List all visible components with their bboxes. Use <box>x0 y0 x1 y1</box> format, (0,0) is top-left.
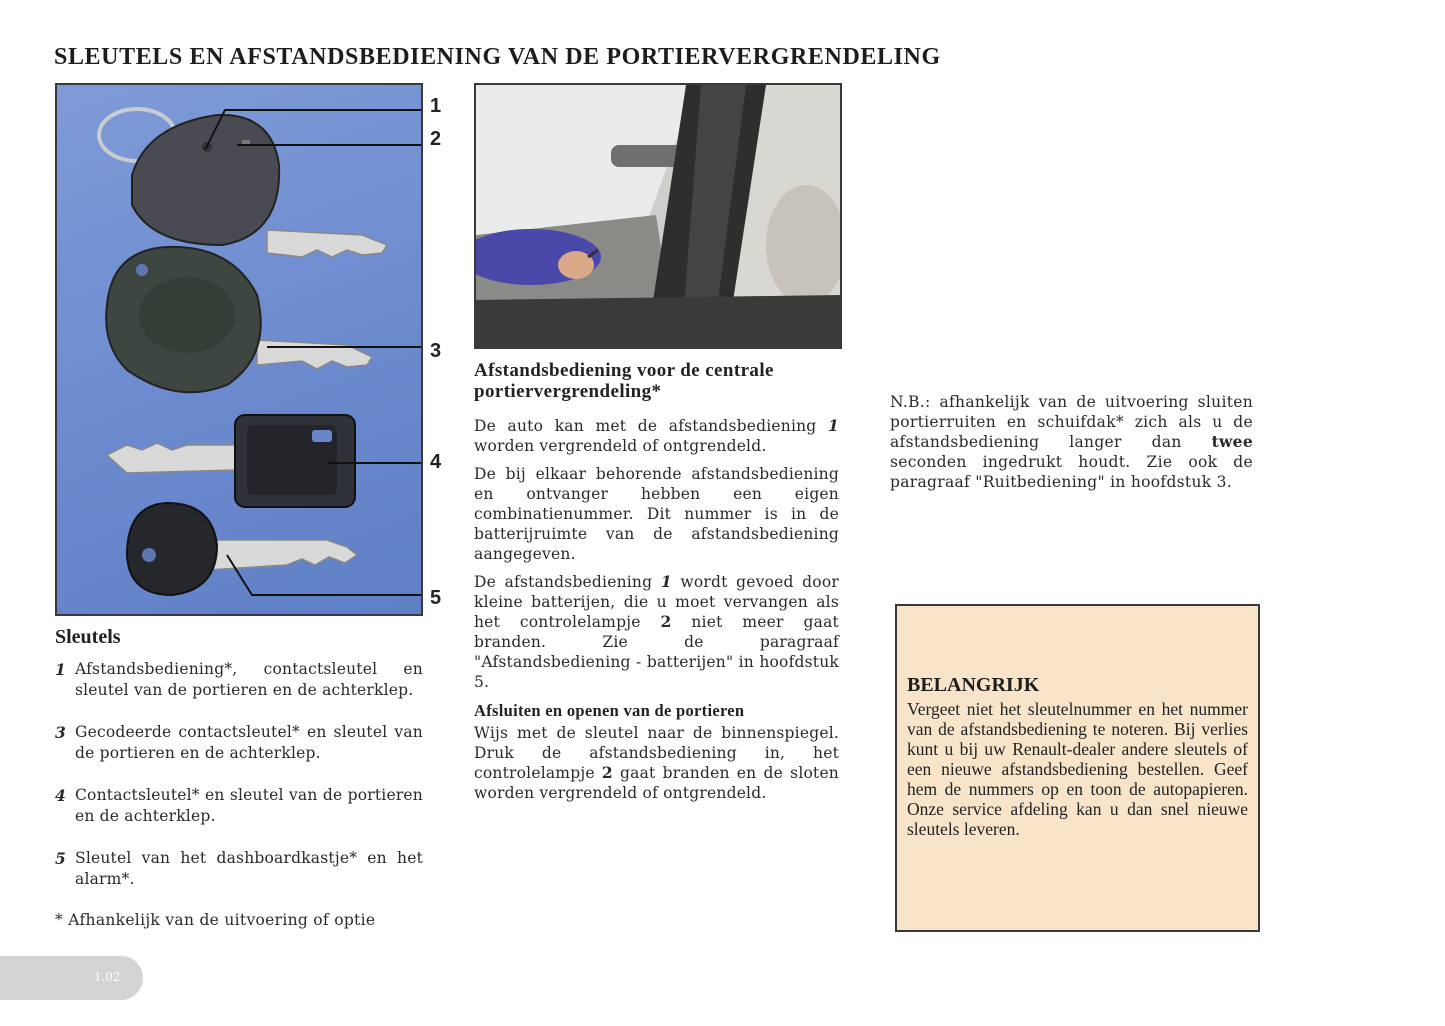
keys-heading: Sleutels <box>55 626 121 648</box>
callout-4: 4 <box>430 451 442 473</box>
paragraph: De afstandsbediening 1 wordt gevoed door kleine batterijen, die u moet vervangen als het controlelampje 2 niet meer gaat branden. Zie de paragraaf "Afstandsbediening - batterijen" in hoofdstuk 5. <box>474 572 839 691</box>
important-text: Vergeet niet het sleutelnummer en het nummer van de afstandsbediening te noteren. Bij verlies kunt u bij uw Renault-dealer andere sleutels of een nieuwe afstandsbediening bestellen. Geef hem de nummers op en toon de autopapieren. Onze service afdeling kan u dan snel nieuwe sleutels leveren. <box>907 699 1248 839</box>
important-title: BELANGRIJK <box>907 674 1040 696</box>
page-title: SLEUTELS EN AFSTANDSBEDIENING VAN DE PORTIERVERGRENDELING <box>54 44 941 70</box>
keys-photo <box>55 83 423 616</box>
remote-heading: Afstandsbediening voor de centrale portiervergrendeling* <box>474 360 774 402</box>
callout-3: 3 <box>430 340 442 362</box>
footnote: * Afhankelijk van de uitvoering of optie <box>55 911 376 929</box>
nb-note: N.B.: afhankelijk van de uitvoering sluiten portierruiten en schuifdak* zich als u de afstandsbediening langer dan twee seconden ingedrukt houdt. Zie ook de paragraaf "Ruitbediening" in hoofdstuk 3. <box>890 393 1253 491</box>
list-item: 4 Contactsleutel* en sleutel van de portieren en de achterklep. <box>55 786 423 825</box>
keys-illustration <box>57 85 421 614</box>
list-item: 1 Afstandsbediening*, contactsleutel en sleutel van de portieren en de achterklep. <box>55 660 423 699</box>
car-interior-illustration <box>476 85 840 347</box>
paragraph: De auto kan met de afstandsbediening 1 worden vergrendeld of ontgrendeld. <box>474 416 839 455</box>
paragraph: Wijs met de sleutel naar de binnenspiegel. Druk de afstandsbediening in, het controlelampje 2 gaat branden en de sloten worden vergrendeld of ontgrendeld. <box>474 724 839 802</box>
remote-key-illustration <box>99 109 387 257</box>
callout-5: 5 <box>430 587 442 609</box>
list-item: 3 Gecodeerde contactsleutel* en sleutel van de portieren en de achterklep. <box>55 723 423 762</box>
car-interior-photo <box>474 83 842 349</box>
doors-subheading: Afsluiten en openen van de portieren <box>474 701 745 720</box>
important-box <box>895 604 1260 932</box>
list-item: 5 Sleutel van het dashboardkastje* en het alarm*. <box>55 849 423 888</box>
callout-1: 1 <box>430 95 442 117</box>
keys-list <box>55 659 423 890</box>
contact-key-illustration <box>107 415 355 507</box>
coded-key-illustration <box>106 247 372 392</box>
callout-2: 2 <box>430 128 442 150</box>
remote-body <box>474 416 839 803</box>
paragraph: De bij elkaar behorende afstandsbediening en ontvanger hebben een eigen combinatienummer. Dit nummer is in de batterijruimte van de afstandsbediening aangegeven. <box>474 465 839 563</box>
page-number: 1.02 <box>94 970 121 985</box>
glovebox-key-illustration <box>127 503 357 595</box>
page-tab <box>0 956 143 1000</box>
